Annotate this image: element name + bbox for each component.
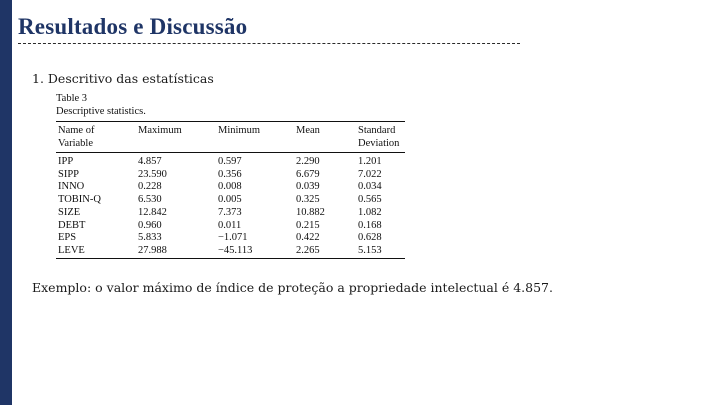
cell-minimum: 0.597 xyxy=(218,156,242,167)
cell-standard-deviation: 7.022 xyxy=(358,168,382,180)
table-row xyxy=(56,194,405,207)
cell-mean: 10.882 xyxy=(296,206,325,218)
header-line: Deviation xyxy=(358,137,400,149)
cell-minimum: 0.005 xyxy=(218,194,242,206)
table-row xyxy=(56,207,405,220)
table-row xyxy=(56,181,405,194)
cell-minimum: 0.011 xyxy=(218,219,242,231)
cell-minimum: −1.071 xyxy=(218,232,248,244)
table-row xyxy=(56,220,405,233)
cell-standard-deviation: 0.565 xyxy=(358,194,382,206)
cell-variable: EPS xyxy=(58,232,77,244)
cell-standard-deviation: 1.082 xyxy=(358,206,382,218)
header-line: Variable xyxy=(58,137,93,149)
cell-minimum: 0.356 xyxy=(218,168,242,180)
cell-standard-deviation: 0.628 xyxy=(358,232,382,244)
header-line: Minimum xyxy=(218,125,261,136)
slide-title: Resultados e Discussão xyxy=(18,14,248,39)
cell-variable: DEBT xyxy=(58,219,86,231)
cell-maximum: 4.857 xyxy=(138,156,162,167)
cell-variable: INNO xyxy=(58,181,85,193)
title-divider xyxy=(18,43,520,44)
section-subheading: 1. Descritivo das estatísticas xyxy=(32,71,214,86)
table-header-row xyxy=(56,122,405,153)
header-maximum xyxy=(136,122,216,153)
header-mean xyxy=(294,122,356,153)
cell-variable: SIPP xyxy=(58,168,80,180)
cell-maximum: 5.833 xyxy=(138,232,162,244)
cell-variable: SIZE xyxy=(58,206,81,218)
cell-standard-deviation: 1.201 xyxy=(358,156,382,167)
cell-mean: 0.422 xyxy=(296,232,320,244)
cell-maximum: 6.530 xyxy=(138,194,162,206)
header-line: Mean xyxy=(296,125,320,136)
cell-mean: 0.325 xyxy=(296,194,320,206)
table-row xyxy=(56,169,405,182)
table-row xyxy=(56,245,405,258)
table-label: Table 3 xyxy=(56,93,88,104)
cell-variable: LEVE xyxy=(56,245,136,258)
cell-maximum: 0.960 xyxy=(138,219,162,231)
descriptive-statistics-table xyxy=(56,121,405,259)
cell-variable: TOBIN-Q xyxy=(58,194,101,206)
cell-maximum: 27.988 xyxy=(136,245,216,258)
table-caption: Descriptive statistics. xyxy=(56,105,146,117)
header-standard-deviation xyxy=(356,122,405,153)
cell-maximum: 12.842 xyxy=(138,206,167,218)
table-row xyxy=(56,232,405,245)
cell-mean: 0.215 xyxy=(296,219,320,231)
header-line: Maximum xyxy=(138,125,182,136)
cell-standard-deviation: 0.034 xyxy=(358,181,382,193)
cell-mean: 2.265 xyxy=(294,245,356,258)
header-line: Name of xyxy=(58,125,95,136)
example-note: Exemplo: o valor máximo de índice de proteção a propriedade intelectual é 4.857. xyxy=(32,280,557,295)
cell-variable: IPP xyxy=(58,156,74,167)
left-accent-bar xyxy=(0,0,12,405)
header-line: Standard xyxy=(358,125,396,136)
table-row xyxy=(56,153,405,169)
header-variable xyxy=(56,122,136,153)
cell-standard-deviation: 0.168 xyxy=(358,219,382,231)
header-minimum xyxy=(216,122,294,153)
cell-minimum: 7.373 xyxy=(218,206,242,218)
cell-mean: 0.039 xyxy=(296,181,320,193)
cell-mean: 6.679 xyxy=(296,168,320,180)
cell-maximum: 23.590 xyxy=(138,168,167,180)
cell-mean: 2.290 xyxy=(296,156,320,167)
cell-standard-deviation: 5.153 xyxy=(356,245,405,258)
cell-minimum: 0.008 xyxy=(218,181,242,193)
table-figure xyxy=(56,93,408,259)
cell-maximum: 0.228 xyxy=(138,181,162,193)
cell-minimum: −45.113 xyxy=(216,245,294,258)
